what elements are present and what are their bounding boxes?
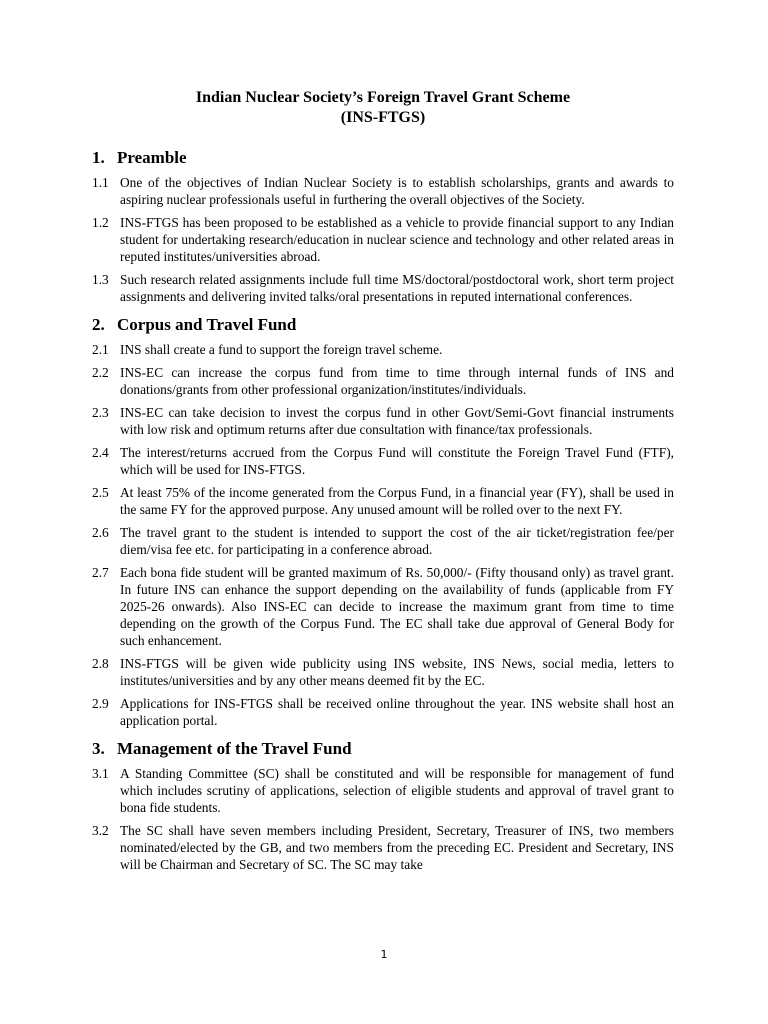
list-item [92,174,674,208]
list-item [92,822,674,873]
item-number: 1.2 [92,215,109,230]
list-item [92,484,674,518]
title-line-1: Indian Nuclear Society’s Foreign Travel Grant Scheme [195,89,571,106]
item-text: Applications for INS-FTGS shall be received online throughout the year. INS website shall host an application portal. [120,696,674,728]
list-item [92,564,674,649]
section-heading-preamble [92,148,674,168]
item-number: 2.3 [92,405,109,420]
document-title [92,88,674,128]
list-item [92,765,674,816]
section-heading-corpus [92,315,674,335]
item-text: The interest/returns accrued from the Corpus Fund will constitute the Foreign Travel Fund (FTF), which will be used for INS-FTGS. [120,445,674,477]
item-text: A Standing Committee (SC) shall be constituted and will be responsible for management of fund which includes scrutiny of applications, selection of eligible students and approval of travel grant to bona fide students. [120,766,674,815]
item-number: 2.5 [92,485,109,500]
item-number: 2.1 [92,342,109,357]
item-number: 2.6 [92,525,109,540]
item-text: The SC shall have seven members including President, Secretary, Treasurer of INS, two members nominated/elected by the GB, and two members from the preceding EC. President and Secretary, INS will be Chairman and Secretary of SC. The SC may take [120,823,674,872]
section-title: Corpus and Travel Fund [117,315,297,334]
title-line-2: (INS-FTGS) [340,109,426,126]
section-title: Preamble [117,148,187,167]
list-item [92,214,674,265]
section-heading-management [92,739,674,759]
item-number: 2.4 [92,445,109,460]
item-number: 2.2 [92,365,109,380]
item-text: INS-EC can take decision to invest the corpus fund in other Govt/Semi-Govt financial instruments with low risk and optimum returns after due consultation with finance/tax professionals. [120,405,674,437]
section-number: 1. [92,148,105,167]
list-item [92,524,674,558]
item-text: At least 75% of the income generated from the Corpus Fund, in a financial year (FY), shall be used in the same FY for the approved purpose. Any unused amount will be rolled over to the next FY. [120,485,674,517]
list-item [92,444,674,478]
list-item [92,271,674,305]
item-text: INS shall create a fund to support the foreign travel scheme. [120,342,443,357]
item-number: 3.2 [92,823,109,838]
section-number: 3. [92,739,105,758]
item-number: 2.8 [92,656,109,671]
section-number: 2. [92,315,105,334]
item-text: Each bona fide student will be granted maximum of Rs. 50,000/- (Fifty thousand only) as travel grant. In future INS can enhance the support depending on the availability of funds (applicable from FY 2025-26 onwards). Also INS-EC can decide to increase the maximum grant from time to time depending on the growth of the Corpus Fund. The EC shall take due approval of General Body for such enhancement. [120,565,674,648]
item-number: 2.9 [92,696,109,711]
item-text: INS-FTGS has been proposed to be established as a vehicle to provide financial support to any Indian student for undertaking research/education in nuclear science and technology and other related areas in reputed institutes/universities abroad. [120,215,674,264]
list-item [92,404,674,438]
item-text: One of the objectives of Indian Nuclear Society is to establish scholarships, grants and awards to aspiring nuclear professionals useful in furthering the overall objectives of the Society. [120,175,674,207]
item-text: The travel grant to the student is intended to support the cost of the air ticket/registration fee/per diem/visa fee etc. for participating in a conference abroad. [120,525,674,557]
item-number: 1.1 [92,175,109,190]
section-title: Management of the Travel Fund [117,739,352,758]
list-item [92,341,674,358]
list-item [92,364,674,398]
document-page [92,88,674,879]
item-text: Such research related assignments include full time MS/doctoral/postdoctoral work, short term project assignments and delivering invited talks/oral presentations in reputed international conferences. [120,272,674,304]
item-number: 3.1 [92,766,109,781]
page-number: 1 [380,948,388,961]
list-item [92,655,674,689]
list-item [92,695,674,729]
item-text: INS-EC can increase the corpus fund from time to time through internal funds of INS and donations/grants from other professional organization/institutes/individuals. [120,365,674,397]
item-number: 1.3 [92,272,109,287]
item-text: INS-FTGS will be given wide publicity using INS website, INS News, social media, letters to institutes/universities and by any other means deemed fit by the EC. [120,656,674,688]
item-number: 2.7 [92,565,109,580]
